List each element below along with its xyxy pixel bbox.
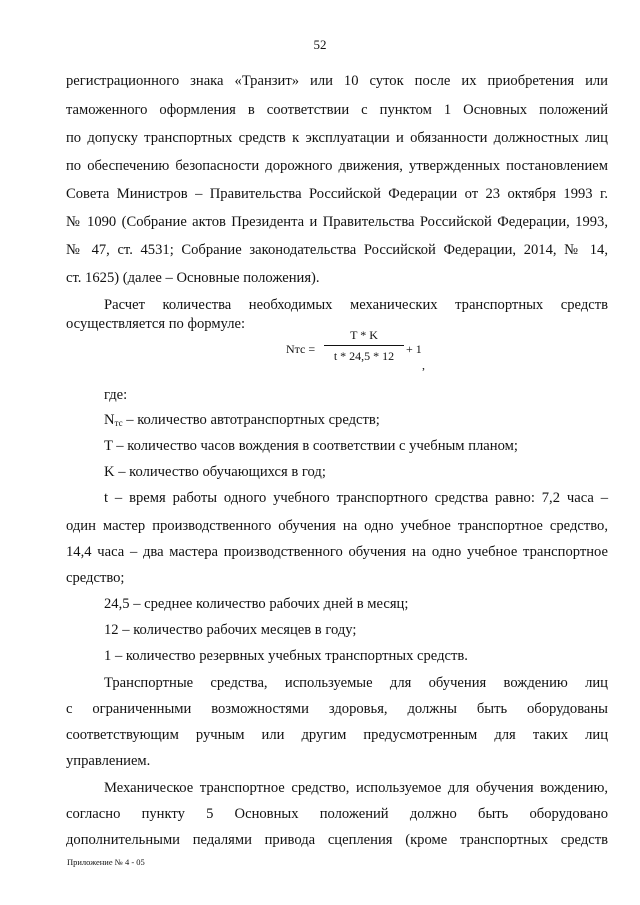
formula-lhs: Nтс = xyxy=(286,342,316,356)
formula xyxy=(286,328,456,378)
text-line: соответствующим ручным или другим предусмотренным для таких лиц xyxy=(66,727,608,743)
text-line: ст. 1625) (далее – Основные положения). xyxy=(66,270,320,286)
text-line: осуществляется по формуле: xyxy=(66,316,246,332)
definition-t-time: t – время работы одного учебного транспортного средства равно: 7,2 часа – xyxy=(104,490,608,506)
definition-t-time: средство; xyxy=(66,570,125,586)
text-line: Расчет количества необходимых механических транспортных средств xyxy=(104,297,608,313)
ntc-subscript: тс xyxy=(114,418,123,428)
definition-1: 1 – количество резервных учебных транспортных средств. xyxy=(104,648,468,664)
text-line: № 1090 (Собрание актов Президента и Правительства Российской Федерации, 1993, xyxy=(66,214,608,230)
page-number: 52 xyxy=(313,37,327,52)
definition-t-time: 14,4 часа – два мастера производственного обучения на одно учебное транспортное xyxy=(66,544,608,560)
definition-t-hours: T – количество часов вождения в соответствии с учебным планом; xyxy=(104,438,518,454)
definition-245: 24,5 – среднее количество рабочих дней в месяц; xyxy=(104,596,409,612)
text-line: № 47, ст. 4531; Собрание законодательства Российской Федерации, 2014, № 14, xyxy=(66,242,608,258)
formula-fraction xyxy=(324,328,404,364)
definition-t-time: один мастер производственного обучения на одно учебное транспортное средство, xyxy=(66,518,608,534)
formula-comma: , xyxy=(422,358,425,372)
definition-k: K – количество обучающихся в год; xyxy=(104,464,326,480)
text-line: согласно пункту 5 Основных положений должно быть оборудовано xyxy=(66,806,608,822)
text-line: по обеспечению безопасности дорожного движения, утвержденных постановлением xyxy=(66,158,608,174)
text-line: управлением. xyxy=(66,753,151,769)
definition-ntc xyxy=(104,411,608,432)
text-line: Совета Министров – Правительства Российской Федерации от 23 октября 1993 г. xyxy=(66,186,608,202)
definition-12: 12 – количество рабочих месяцев в году; xyxy=(104,622,357,638)
formula-numerator: T * K xyxy=(324,328,404,346)
formula-plus-one: + 1 xyxy=(406,342,422,356)
ntc-text: – количество автотранспортных средств; xyxy=(122,412,380,428)
ntc-symbol: N xyxy=(104,412,115,428)
text-line: Механическое транспортное средство, используемое для обучения вождению, xyxy=(104,780,608,796)
formula-denominator: t * 24,5 * 12 xyxy=(333,349,395,363)
text-line: таможенного оформления в соответствии с пунктом 1 Основных положений xyxy=(66,102,608,118)
text-line: с ограниченными возможностями здоровья, должны быть оборудованы xyxy=(66,701,608,717)
text-line: по допуску транспортных средств к эксплуатации и обязанности должностных лиц xyxy=(66,130,608,146)
where-label: где: xyxy=(104,387,128,403)
page-footer: Приложение № 4 - 05 xyxy=(67,857,145,867)
text-line: Транспортные средства, используемые для обучения вождению лиц xyxy=(104,675,608,691)
text-line: регистрационного знака «Транзит» или 10 суток после их приобретения или xyxy=(66,73,608,89)
text-line: дополнительными педалями привода сцепления (кроме транспортных средств xyxy=(66,832,608,848)
